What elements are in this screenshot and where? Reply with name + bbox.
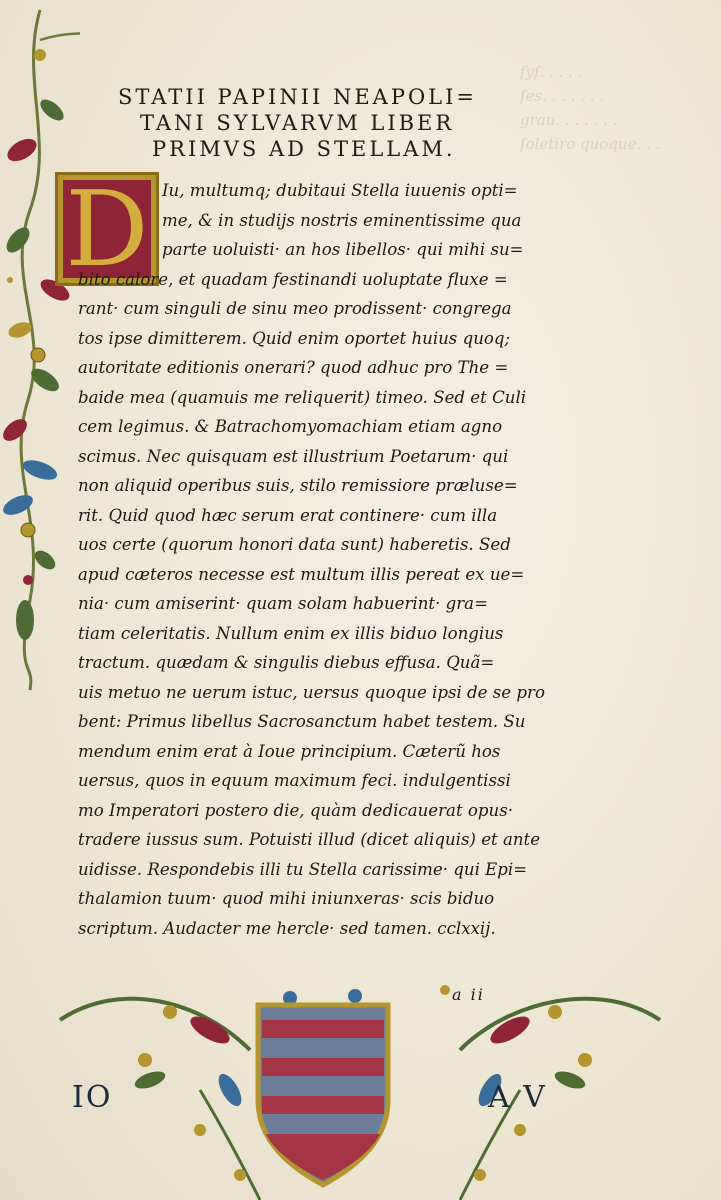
text-line: tradere iussus sum. Potuisti illud (dicet aliquis) et ante <box>78 830 541 849</box>
text-line: scriptum. Audacter me hercle· sed tamen. cclxxij. <box>78 918 496 938</box>
text-line: non aliquid operibus suis, stilo remissiore præluse= <box>78 476 518 495</box>
text-line: nia· cum amiserint· quam solam habuerint· gra= <box>78 594 488 613</box>
text-line: me, & in studijs nostris eminentissime qua <box>162 210 522 230</box>
text-line: bito calore, et quadam festinandi uoluptate fluxe = <box>78 269 508 289</box>
title-line-1: STATII PAPINII NEAPOLI= <box>118 85 478 109</box>
text-line: uos certe (quorum honori data sunt) haberetis. Sed <box>78 535 511 554</box>
text-line: mo Imperatori postero die, quàm dedicauerat opus· <box>78 800 513 820</box>
text-line: rit. Quid quod hæc serum erat continere· cum illa <box>78 505 498 525</box>
drop-cap-letter: D <box>65 168 149 290</box>
title-line-2: TANI SYLVARVM LIBER <box>140 111 455 135</box>
text-line: uersus, quos in equum maximum feci. indulgentissi <box>78 771 511 790</box>
body-text <box>78 176 578 943</box>
book-title <box>118 84 538 162</box>
text-line: tiam celeritatis. Nullum enim ex illis biduo longius <box>78 623 504 643</box>
text-line: Iu, multumq; dubitaui Stella iuuenis opti= <box>162 181 518 200</box>
text-line: baide mea (quamuis me reliquerit) timeo. Sed et Culi <box>78 387 527 407</box>
text-line: tos ipse dimitterem. Quid enim oportet huius quoq; <box>78 328 511 348</box>
text-line: tractum. quædam & singulis diebus effusa. Quã= <box>78 653 495 672</box>
text-line: cem legimus. & Batrachomyomachiam etiam agno <box>78 417 503 436</box>
text-line: bent: Primus libellus Sacrosanctum habet testem. Su <box>78 712 526 731</box>
title-line-3: PRIMVS AD STELLAM. <box>152 137 456 161</box>
text-line: thalamion tuum· quod mihi iniunxeras· scis biduo <box>78 889 495 908</box>
text-line: apud cæteros necesse est multum illis pereat ex ue= <box>78 564 525 584</box>
text-line: autoritate editionis onerari? quod adhuc pro The = <box>78 358 509 377</box>
text-line: mendum enim erat à Ioue principium. Cæterũ hos <box>78 741 501 761</box>
show-through-text: ſyſ. . . . . ſes. . . . . . . grau. . . . . . . ſoletiro quoque. . . <box>520 63 661 153</box>
text-line: parte uoluisti· an hos libellos· qui mihi su= <box>162 240 524 259</box>
text-line: scimus. Nec quisquam est illustrium Poetarum· qui <box>78 446 509 466</box>
footer-initials-right: A V <box>488 1080 547 1115</box>
signature-mark: a ii <box>452 985 485 1004</box>
text-line: rant· cum singuli de sinu meo prodissent· congrega <box>78 299 512 318</box>
footer-initials-left: IO <box>72 1080 113 1115</box>
floral-border-left <box>0 0 80 700</box>
text-line: uidisse. Respondebis illi tu Stella carissime· qui Epi= <box>78 859 528 879</box>
text-line: uis metuo ne uerum istuc, uersus quoque ipsi de se pro <box>78 682 545 702</box>
